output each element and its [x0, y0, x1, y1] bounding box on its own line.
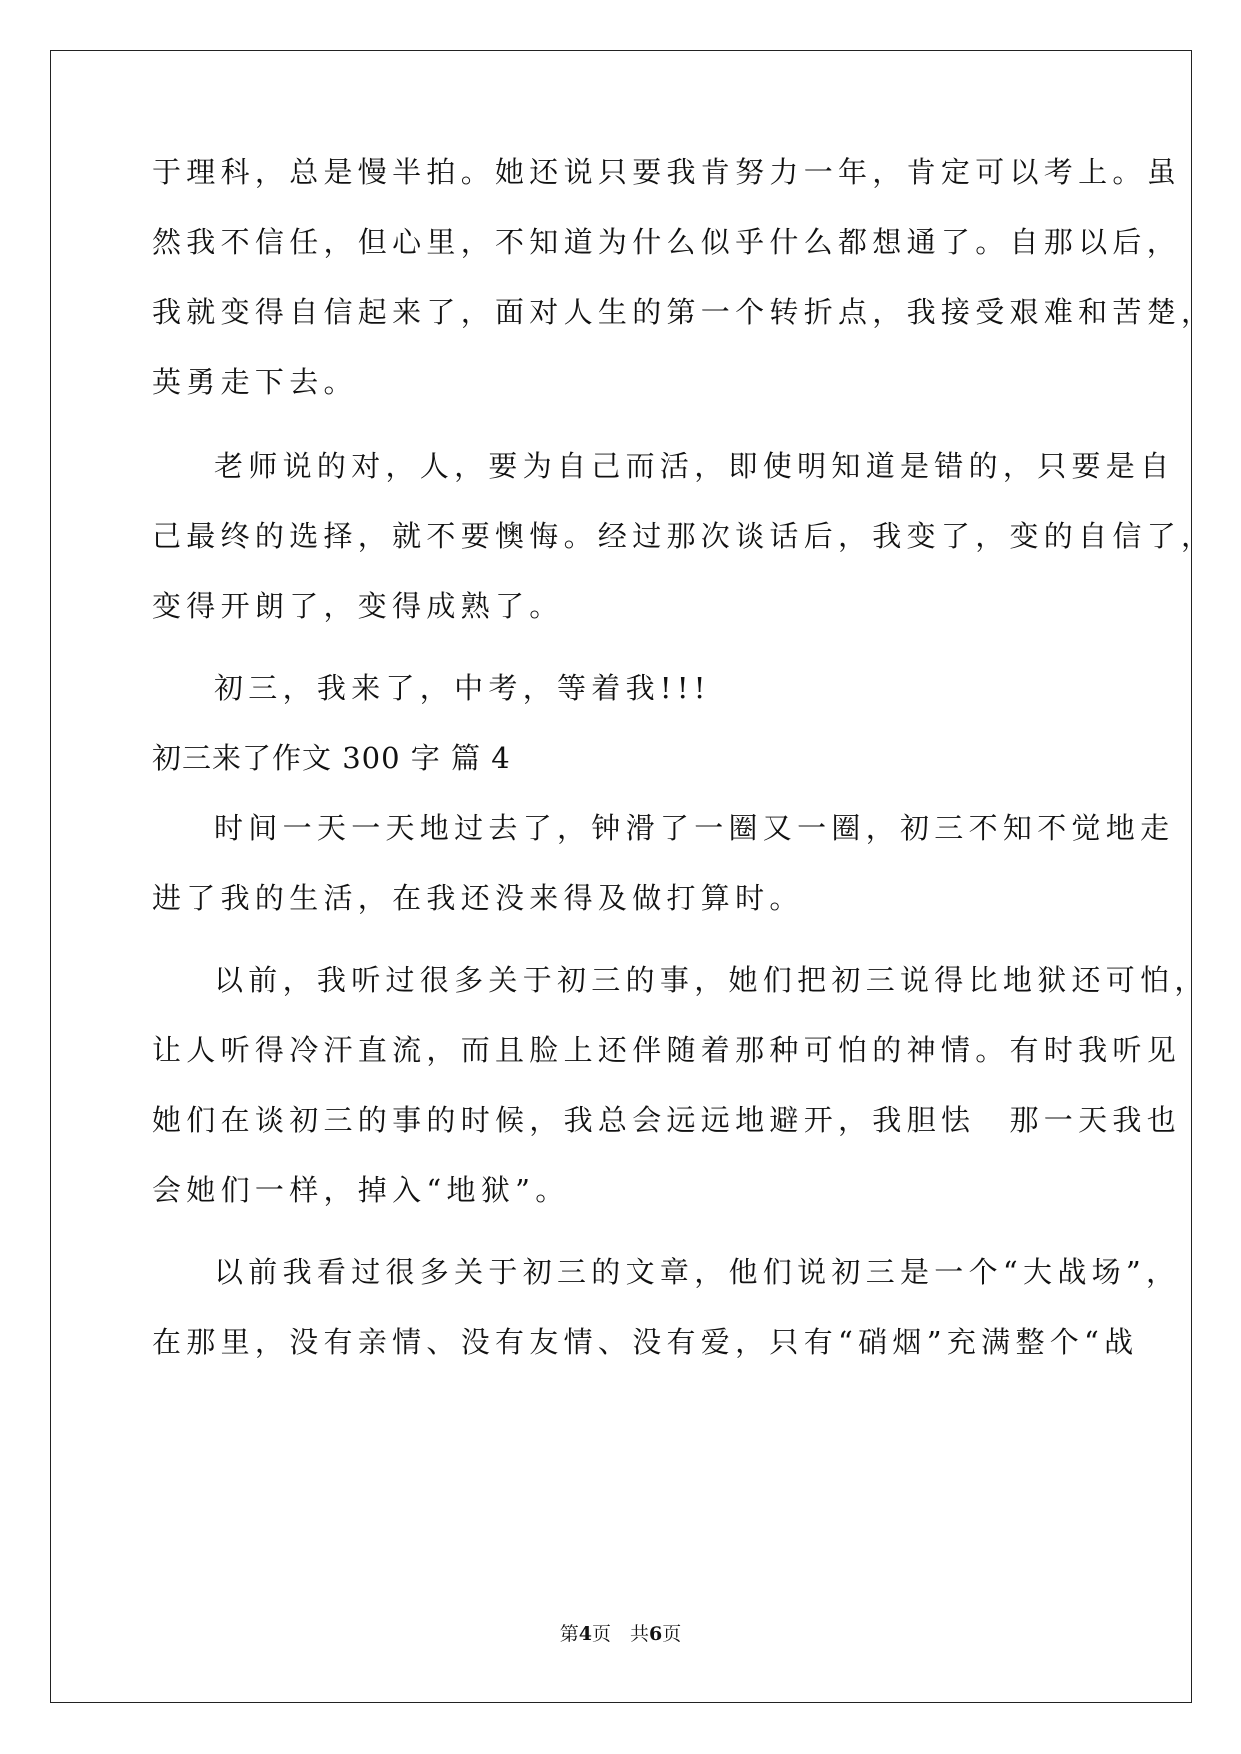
text-line: 变得开朗了，变得成熟了。 [152, 589, 564, 623]
text-line: 以前，我听过很多关于初三的事，她们把初三说得比地狱还可怕， [214, 963, 1209, 997]
text-line: 让人听得冷汗直流，而且脸上还伴随着那种可怕的神情。有时我听见 [152, 1033, 1182, 1067]
text-line: 英勇走下去。 [152, 365, 358, 399]
text-line: 初三，我来了，中考，等着我!!! [214, 671, 711, 705]
current-page-number: 4 [578, 1623, 592, 1645]
text-line: 然我不信任，但心里，不知道为什么似乎什么都想通了。自那以后， [152, 225, 1182, 259]
text-line: 她们在谈初三的事的时候，我总会远远地避开，我胆怯 那一天我也 [152, 1103, 1182, 1137]
page-prefix: 第 [559, 1623, 579, 1645]
page-suffix: 页 [662, 1623, 682, 1645]
section-heading: 初三来了作文 300 字 篇 4 [152, 741, 511, 775]
text-line: 己最终的选择，就不要懊悔。经过那次谈话后，我变了，变的自信了， [152, 519, 1216, 553]
page-mid: 页 共 [591, 1623, 649, 1645]
page-footer [0, 1621, 1241, 1647]
text-line: 以前我看过很多关于初三的文章，他们说初三是一个“大战场”， [214, 1255, 1181, 1289]
total-page-number: 6 [649, 1623, 663, 1645]
text-line: 于理科，总是慢半拍。她还说只要我肯努力一年，肯定可以考上。虽 [152, 155, 1182, 189]
text-line: 在那里，没有亲情、没有友情、没有爱，只有“硝烟”充满整个“战 [152, 1325, 1139, 1359]
text-line: 我就变得自信起来了，面对人生的第一个转折点，我接受艰难和苦楚， [152, 295, 1216, 329]
text-line: 时间一天一天地过去了，钟滑了一圈又一圈，初三不知不觉地走 [214, 811, 1175, 845]
text-line: 会她们一样，掉入“地狱”。 [152, 1173, 570, 1207]
text-line: 进了我的生活，在我还没来得及做打算时。 [152, 881, 804, 915]
text-line: 老师说的对，人，要为自己而活，即使明知道是错的，只要是自 [214, 449, 1175, 483]
